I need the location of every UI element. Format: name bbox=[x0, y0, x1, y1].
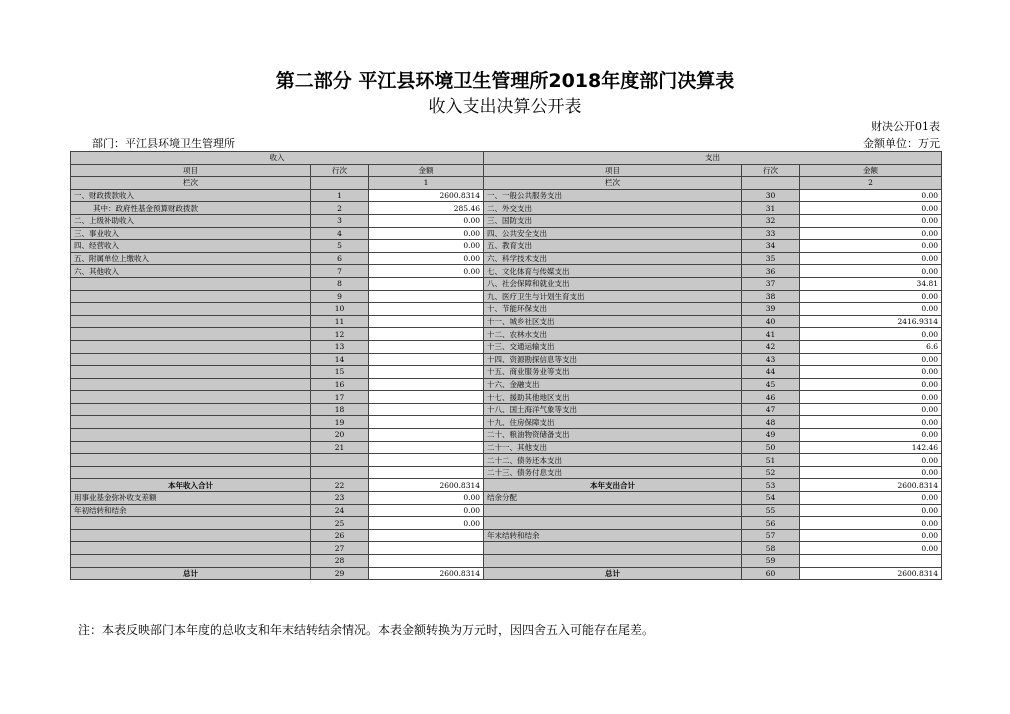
expense-item-cell: 十、节能环保支出 bbox=[484, 303, 742, 316]
expense-rowno-cell: 49 bbox=[742, 429, 800, 442]
income-amount-cell bbox=[369, 529, 484, 542]
table-row bbox=[71, 517, 942, 530]
income-amount-cell bbox=[369, 542, 484, 555]
income-amount-cell bbox=[369, 403, 484, 416]
income-item-cell bbox=[71, 416, 311, 429]
expense-rowno-cell: 39 bbox=[742, 303, 800, 316]
income-amount-cell: 0.00 bbox=[369, 265, 484, 278]
expense-rowno-cell: 30 bbox=[742, 189, 800, 202]
report-subtitle: 收入支出决算公开表 bbox=[428, 97, 582, 117]
expense-amount-cell: 0.00 bbox=[800, 429, 942, 442]
income-rowno-cell: 20 bbox=[311, 429, 369, 442]
income-amount-cell bbox=[369, 328, 484, 341]
expense-item-cell: 总计 bbox=[484, 567, 742, 580]
table-row bbox=[71, 366, 942, 379]
expense-colno-label: 栏次 bbox=[484, 177, 742, 190]
table-row bbox=[71, 340, 942, 353]
income-amount-cell: 2600.8314 bbox=[369, 567, 484, 580]
expense-item-cell: 十一、城乡社区支出 bbox=[484, 315, 742, 328]
unit-label: 金额单位：万元 bbox=[863, 137, 940, 150]
expense-rowno-cell: 54 bbox=[742, 492, 800, 505]
table-row bbox=[71, 252, 942, 265]
expense-amount-header: 金额 bbox=[800, 164, 942, 177]
income-item-cell: 总计 bbox=[71, 567, 311, 580]
expense-rowno-cell: 32 bbox=[742, 214, 800, 227]
expense-rowno-cell: 33 bbox=[742, 227, 800, 240]
income-item-cell: 三、事业收入 bbox=[71, 227, 311, 240]
income-rowno-cell: 26 bbox=[311, 529, 369, 542]
expense-rowno-cell: 48 bbox=[742, 416, 800, 429]
expense-amount-cell: 0.00 bbox=[800, 403, 942, 416]
expense-rowno-cell: 51 bbox=[742, 454, 800, 467]
expense-amount-cell: 0.00 bbox=[800, 529, 942, 542]
expense-amount-cell: 0.00 bbox=[800, 240, 942, 253]
table-row bbox=[71, 227, 942, 240]
income-amount-cell bbox=[369, 378, 484, 391]
expense-amount-cell: 2416.9314 bbox=[800, 315, 942, 328]
income-item-cell bbox=[71, 378, 311, 391]
income-item-header: 项目 bbox=[71, 164, 311, 177]
income-item-cell bbox=[71, 315, 311, 328]
income-amount-cell bbox=[369, 555, 484, 568]
table-row bbox=[71, 454, 942, 467]
expense-rowno-cell: 37 bbox=[742, 277, 800, 290]
expense-amount-cell: 142.46 bbox=[800, 441, 942, 454]
income-item-cell bbox=[71, 277, 311, 290]
income-item-cell bbox=[71, 366, 311, 379]
expense-amount-cell: 0.00 bbox=[800, 378, 942, 391]
income-rowno-cell: 9 bbox=[311, 290, 369, 303]
income-rowno-cell: 17 bbox=[311, 391, 369, 404]
expense-item-cell: 二十二、债务还本支出 bbox=[484, 454, 742, 467]
income-colno-label: 栏次 bbox=[71, 177, 311, 190]
expense-rowno-cell: 42 bbox=[742, 340, 800, 353]
table-row bbox=[71, 240, 942, 253]
expense-amount-cell: 0.00 bbox=[800, 214, 942, 227]
income-rowno-cell: 6 bbox=[311, 252, 369, 265]
income-amount-cell bbox=[369, 277, 484, 290]
income-amount-cell bbox=[369, 441, 484, 454]
expense-rowno-cell: 60 bbox=[742, 567, 800, 580]
income-amount-cell: 0.00 bbox=[369, 504, 484, 517]
income-rowno-cell: 16 bbox=[311, 378, 369, 391]
table-row bbox=[71, 290, 942, 303]
expense-rowno-cell: 56 bbox=[742, 517, 800, 530]
income-item-cell: 六、其他收入 bbox=[71, 265, 311, 278]
income-rowno-cell: 13 bbox=[311, 340, 369, 353]
income-item-cell bbox=[71, 441, 311, 454]
expense-item-cell: 十九、住房保障支出 bbox=[484, 416, 742, 429]
expense-amount-cell: 0.00 bbox=[800, 454, 942, 467]
expense-item-cell: 八、社会保障和就业支出 bbox=[484, 277, 742, 290]
income-rowno-cell: 2 bbox=[311, 202, 369, 215]
expense-amount-cell: 0.00 bbox=[800, 227, 942, 240]
income-item-cell bbox=[71, 391, 311, 404]
income-amount-cell bbox=[369, 416, 484, 429]
expense-item-cell: 一、一般公共服务支出 bbox=[484, 189, 742, 202]
table-row bbox=[71, 277, 942, 290]
expense-amount-cell: 0.00 bbox=[800, 189, 942, 202]
income-item-cell bbox=[71, 454, 311, 467]
table-row bbox=[71, 214, 942, 227]
expense-amount-cell: 0.00 bbox=[800, 202, 942, 215]
income-amount-cell: 0.00 bbox=[369, 227, 484, 240]
expense-item-cell: 二、外交支出 bbox=[484, 202, 742, 215]
table-row bbox=[71, 315, 942, 328]
expense-header: 支出 bbox=[484, 152, 942, 165]
expense-rowno-cell: 53 bbox=[742, 479, 800, 492]
income-expense-table bbox=[70, 151, 942, 580]
expense-amount-cell: 0.00 bbox=[800, 290, 942, 303]
table-row bbox=[71, 479, 942, 492]
income-amount-cell bbox=[369, 290, 484, 303]
income-item-cell: 五、附属单位上缴收入 bbox=[71, 252, 311, 265]
expense-amount-cell: 0.00 bbox=[800, 252, 942, 265]
income-amount-cell: 0.00 bbox=[369, 517, 484, 530]
income-rowno-cell: 11 bbox=[311, 315, 369, 328]
income-rowno-cell: 19 bbox=[311, 416, 369, 429]
expense-amount-cell: 0.00 bbox=[800, 353, 942, 366]
expense-rowno-cell: 59 bbox=[742, 555, 800, 568]
expense-rowno-cell: 40 bbox=[742, 315, 800, 328]
income-rowno-cell: 8 bbox=[311, 277, 369, 290]
expense-rowno-cell: 52 bbox=[742, 466, 800, 479]
expense-rowno-cell: 50 bbox=[742, 441, 800, 454]
income-amount-cell bbox=[369, 429, 484, 442]
expense-item-cell: 九、医疗卫生与计划生育支出 bbox=[484, 290, 742, 303]
income-amount-cell bbox=[369, 391, 484, 404]
expense-item-cell: 二十一、其他支出 bbox=[484, 441, 742, 454]
income-amount-cell bbox=[369, 353, 484, 366]
income-rowno-header: 行次 bbox=[311, 164, 369, 177]
income-amount-cell bbox=[369, 340, 484, 353]
expense-item-cell: 年末结转和结余 bbox=[484, 529, 742, 542]
expense-item-cell: 结余分配 bbox=[484, 492, 742, 505]
income-amount-cell: 0.00 bbox=[369, 214, 484, 227]
expense-item-cell: 十五、商业服务业等支出 bbox=[484, 366, 742, 379]
expense-rowno-cell: 38 bbox=[742, 290, 800, 303]
department-label: 部门：平江县环境卫生管理所 bbox=[92, 137, 235, 150]
income-item-cell: 年初结转和结余 bbox=[71, 504, 311, 517]
income-amount-cell bbox=[369, 454, 484, 467]
expense-rowno-cell: 41 bbox=[742, 328, 800, 341]
table-row bbox=[71, 391, 942, 404]
expense-item-cell bbox=[484, 555, 742, 568]
expense-rowno-cell: 57 bbox=[742, 529, 800, 542]
income-amount-cell bbox=[369, 315, 484, 328]
income-rowno-cell: 3 bbox=[311, 214, 369, 227]
income-item-cell bbox=[71, 529, 311, 542]
table-row bbox=[71, 567, 942, 580]
income-amount-cell: 2600.8314 bbox=[369, 479, 484, 492]
income-amount-cell: 0.00 bbox=[369, 492, 484, 505]
income-item-cell: 一、财政拨款收入 bbox=[71, 189, 311, 202]
expense-amount-cell: 2600.8314 bbox=[800, 567, 942, 580]
income-rowno-cell: 28 bbox=[311, 555, 369, 568]
expense-item-cell: 十八、国土海洋气象等支出 bbox=[484, 403, 742, 416]
expense-item-cell: 二十三、债务付息支出 bbox=[484, 466, 742, 479]
income-item-cell: 其中：政府性基金预算财政拨款 bbox=[71, 202, 311, 215]
section-header-row bbox=[71, 152, 942, 165]
expense-item-cell: 七、文化体育与传媒支出 bbox=[484, 265, 742, 278]
income-rowno-cell: 22 bbox=[311, 479, 369, 492]
income-amount-cell: 0.00 bbox=[369, 252, 484, 265]
expense-rowno-cell: 35 bbox=[742, 252, 800, 265]
expense-item-cell: 十六、金融支出 bbox=[484, 378, 742, 391]
income-item-cell bbox=[71, 290, 311, 303]
expense-amount-cell: 2600.8314 bbox=[800, 479, 942, 492]
expense-amount-cell: 6.6 bbox=[800, 340, 942, 353]
report-title: 第二部分 平江县环境卫生管理所2018年度部门决算表 bbox=[275, 70, 735, 92]
income-item-cell: 二、上级补助收入 bbox=[71, 214, 311, 227]
table-row bbox=[71, 492, 942, 505]
income-amount-cell: 285.46 bbox=[369, 202, 484, 215]
table-row bbox=[71, 466, 942, 479]
income-amount-cell: 2600.8314 bbox=[369, 189, 484, 202]
expense-amount-cell: 0.00 bbox=[800, 366, 942, 379]
income-rowno-cell: 14 bbox=[311, 353, 369, 366]
expense-amount-cell: 0.00 bbox=[800, 391, 942, 404]
expense-item-cell bbox=[484, 542, 742, 555]
income-colno: 1 bbox=[369, 177, 484, 190]
table-row bbox=[71, 403, 942, 416]
expense-item-cell: 十三、交通运输支出 bbox=[484, 340, 742, 353]
income-rowno-cell: 25 bbox=[311, 517, 369, 530]
income-rowno-cell: 7 bbox=[311, 265, 369, 278]
expense-rowno-cell: 31 bbox=[742, 202, 800, 215]
expense-item-header: 项目 bbox=[484, 164, 742, 177]
form-code: 财决公开01表 bbox=[871, 120, 940, 133]
income-item-cell: 本年收入合计 bbox=[71, 479, 311, 492]
expense-amount-cell: 0.00 bbox=[800, 492, 942, 505]
footnote: 注：本表反映部门本年度的总收支和年末结转结余情况。本表金额转换为万元时，因四舍五入可能存在尾差。 bbox=[78, 623, 655, 637]
table-row bbox=[71, 353, 942, 366]
expense-item-cell bbox=[484, 517, 742, 530]
expense-rowno-cell: 45 bbox=[742, 378, 800, 391]
income-item-cell bbox=[71, 340, 311, 353]
expense-rowno-cell: 34 bbox=[742, 240, 800, 253]
expense-rowno-header: 行次 bbox=[742, 164, 800, 177]
table-row bbox=[71, 555, 942, 568]
column-number-row bbox=[71, 177, 942, 190]
income-amount-header: 金额 bbox=[369, 164, 484, 177]
income-rowno-cell bbox=[311, 454, 369, 467]
income-rowno-cell: 4 bbox=[311, 227, 369, 240]
income-rowno-cell: 5 bbox=[311, 240, 369, 253]
expense-colno: 2 bbox=[800, 177, 942, 190]
income-rowno-cell: 15 bbox=[311, 366, 369, 379]
expense-amount-cell: 0.00 bbox=[800, 466, 942, 479]
table-row bbox=[71, 416, 942, 429]
expense-amount-cell: 0.00 bbox=[800, 504, 942, 517]
expense-rowno-cell: 46 bbox=[742, 391, 800, 404]
income-item-cell bbox=[71, 542, 311, 555]
expense-item-cell bbox=[484, 504, 742, 517]
income-amount-cell bbox=[369, 466, 484, 479]
expense-amount-cell: 0.00 bbox=[800, 542, 942, 555]
income-item-cell bbox=[71, 353, 311, 366]
expense-amount-cell: 0.00 bbox=[800, 416, 942, 429]
income-rowno-cell: 21 bbox=[311, 441, 369, 454]
income-item-cell bbox=[71, 429, 311, 442]
expense-rowno-cell: 55 bbox=[742, 504, 800, 517]
expense-amount-cell: 0.00 bbox=[800, 303, 942, 316]
expense-rowno-cell: 36 bbox=[742, 265, 800, 278]
income-amount-cell bbox=[369, 303, 484, 316]
income-rowno-cell: 23 bbox=[311, 492, 369, 505]
expense-amount-cell: 0.00 bbox=[800, 517, 942, 530]
expense-item-cell: 本年支出合计 bbox=[484, 479, 742, 492]
income-item-cell bbox=[71, 403, 311, 416]
income-rowno-cell: 29 bbox=[311, 567, 369, 580]
income-rowno-cell: 24 bbox=[311, 504, 369, 517]
expense-rowno-cell: 44 bbox=[742, 366, 800, 379]
table-row bbox=[71, 303, 942, 316]
expense-amount-cell: 34.81 bbox=[800, 277, 942, 290]
income-item-cell bbox=[71, 328, 311, 341]
expense-amount-cell bbox=[800, 555, 942, 568]
table-row bbox=[71, 202, 942, 215]
income-item-cell bbox=[71, 303, 311, 316]
income-item-cell: 四、经营收入 bbox=[71, 240, 311, 253]
income-amount-cell bbox=[369, 366, 484, 379]
table-row bbox=[71, 328, 942, 341]
table-row bbox=[71, 429, 942, 442]
expense-item-cell: 十七、援助其他地区支出 bbox=[484, 391, 742, 404]
income-rowno-cell: 10 bbox=[311, 303, 369, 316]
income-rowno-cell: 12 bbox=[311, 328, 369, 341]
income-header: 收入 bbox=[71, 152, 484, 165]
expense-item-cell: 六、科学技术支出 bbox=[484, 252, 742, 265]
income-rowno-cell bbox=[311, 466, 369, 479]
table-row bbox=[71, 189, 942, 202]
expense-item-cell: 十四、资源勘探信息等支出 bbox=[484, 353, 742, 366]
income-item-cell bbox=[71, 517, 311, 530]
table-row bbox=[71, 542, 942, 555]
income-amount-cell: 0.00 bbox=[369, 240, 484, 253]
column-header-row bbox=[71, 164, 942, 177]
table-row bbox=[71, 504, 942, 517]
income-rowno-cell: 27 bbox=[311, 542, 369, 555]
expense-item-cell: 十二、农林水支出 bbox=[484, 328, 742, 341]
expense-rowno-cell: 58 bbox=[742, 542, 800, 555]
expense-rowno-cell: 43 bbox=[742, 353, 800, 366]
expense-item-cell: 五、教育支出 bbox=[484, 240, 742, 253]
income-rowno-cell: 1 bbox=[311, 189, 369, 202]
expense-amount-cell: 0.00 bbox=[800, 265, 942, 278]
expense-item-cell: 四、公共安全支出 bbox=[484, 227, 742, 240]
income-rowno-cell: 18 bbox=[311, 403, 369, 416]
table-row bbox=[71, 529, 942, 542]
income-item-cell: 用事业基金弥补收支差额 bbox=[71, 492, 311, 505]
table-row bbox=[71, 441, 942, 454]
expense-amount-cell: 0.00 bbox=[800, 328, 942, 341]
income-item-cell bbox=[71, 466, 311, 479]
table-row bbox=[71, 265, 942, 278]
expense-item-cell: 三、国防支出 bbox=[484, 214, 742, 227]
expense-item-cell: 二十、粮油物资储备支出 bbox=[484, 429, 742, 442]
income-item-cell bbox=[71, 555, 311, 568]
expense-rowno-cell: 47 bbox=[742, 403, 800, 416]
table-row bbox=[71, 378, 942, 391]
